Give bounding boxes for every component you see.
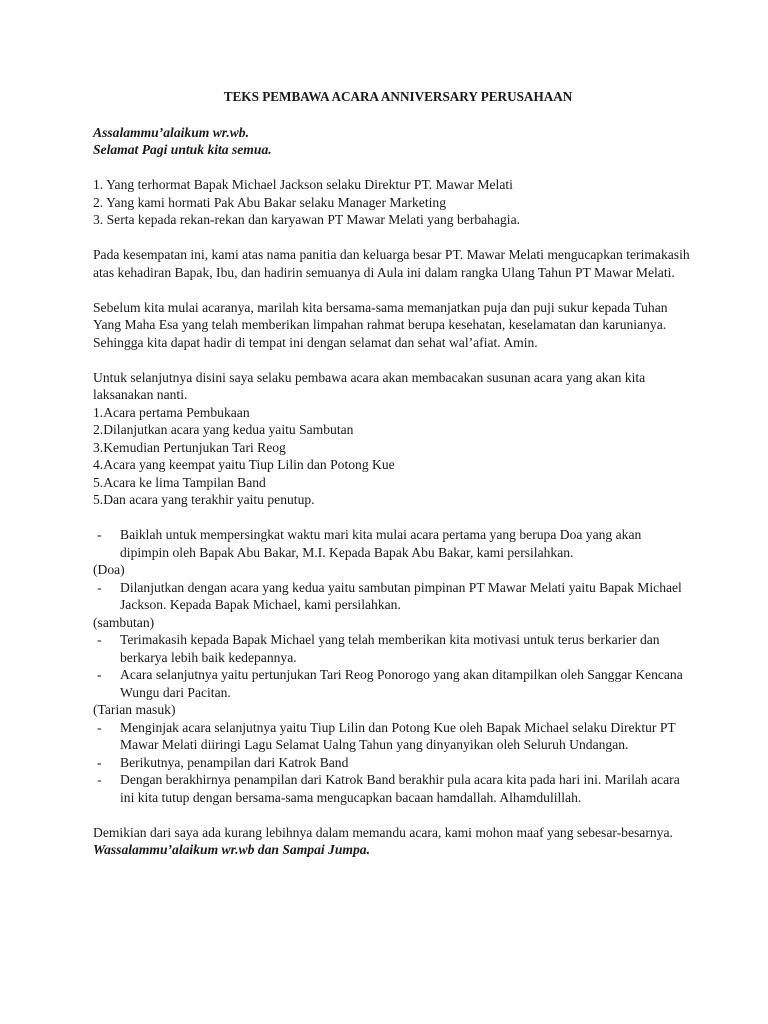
bullet-text: Menginjak acara selanjutnya yaitu Tiup Lilin dan Potong Kue oleh Bapak Michael selaku Direktur PT Mawar Melati diiringi Lagu Selamat Ualng Tahun yang dinyanyikan oleh Seluruh Undangan. (120, 719, 676, 752)
agenda-item-3: 3.Kemudian Pertunjukan Tari Reog (93, 439, 286, 455)
agenda-item-5: 5.Acara ke lima Tampilan Band (93, 474, 266, 490)
stage-label-tarian: (Tarian masuk) (93, 702, 176, 717)
spacer (93, 159, 693, 177)
agenda-item-4: 4.Acara yang keempat yaitu Tiup Lilin dan Potong Kue (93, 457, 395, 472)
document-title: TEKS PEMBAWA ACARA ANNIVERSARY PERUSAHAAN (223, 89, 573, 104)
stage-label-doa: (Doa) (93, 562, 125, 577)
bullet-text: Berikutnya, penampilan dari Katrok Band (120, 754, 349, 770)
bullet-reog (93, 666, 693, 701)
dash-marker: - (97, 719, 102, 735)
spacer (93, 806, 693, 824)
spacer (93, 229, 693, 247)
dash-marker: - (97, 754, 102, 770)
document-page (93, 88, 693, 859)
honor-line-3: 3. Serta kepada rekan-rekan dan karyawan PT Mawar Melati yang berbahagia. (93, 212, 521, 227)
stage-label-sambutan: (sambutan) (93, 614, 155, 630)
dash-marker: - (97, 632, 102, 647)
spacer (93, 351, 693, 369)
greeting-morning: Selamat Pagi untuk kita semua. (93, 142, 272, 157)
paragraph-prayer: Sebelum kita mulai acaranya, marilah kita bersama-sama memanjatkan puja dan puji sukur kepada Tuhan Yang Maha Esa yang telah memberikan limpahan rahmat berupa kesehatan, keselamatan dan karunianya. Sehingga kita dapat hadir di tempat ini dengan selamat dan sehat wal’afiat. Amin. (93, 299, 668, 350)
dash-marker: - (97, 667, 102, 682)
bullet-closing-prayer (93, 771, 693, 806)
bullet-thanks (93, 631, 693, 666)
farewell-line: Wassalammu’alaikum wr.wb dan Sampai Jumpa. (93, 842, 370, 857)
bullet-sambutan (93, 579, 693, 614)
bullet-doa (93, 526, 693, 561)
agenda-item-6: 5.Dan acara yang terakhir yaitu penutup. (93, 492, 315, 507)
dash-marker: - (97, 527, 102, 542)
dash-marker: - (97, 772, 102, 787)
paragraph-welcome: Pada kesempatan ini, kami atas nama panitia dan keluarga besar PT. Mawar Melati mengucapkan terimakasih atas kehadiran Bapak, Ibu, dan hadirin semuanya di Aula ini dalam rangka Ulang Tahun PT Mawar Melati. (93, 247, 690, 280)
honor-line-1: 1. Yang terhormat Bapak Michael Jackson selaku Direktur PT. Mawar Melati (93, 177, 513, 192)
bullet-tiup-lilin (93, 719, 693, 754)
agenda-item-1: 1.Acara pertama Pembukaan (93, 404, 250, 420)
spacer (93, 281, 693, 299)
paragraph-agenda-intro: Untuk selanjutnya disini saya selaku pembawa acara akan membacakan susunan acara yang akan kita laksanakan nanti. (93, 369, 646, 402)
bullet-text: Dilanjutkan dengan acara yang kedua yaitu sambutan pimpinan PT Mawar Melati yaitu Bapak Michael Jackson. Kepada Bapak Michael, kami persilahkan. (120, 579, 682, 612)
agenda-item-2: 2.Dilanjutkan acara yang kedua yaitu Sambutan (93, 422, 354, 437)
paragraph-closing: Demikian dari saya ada kurang lebihnya dalam memandu acara, kami mohon maaf yang sebesar-besarnya. (93, 824, 673, 840)
bullet-text: Terimakasih kepada Bapak Michael yang telah memberikan kita motivasi untuk terus berkarier dan berkarya lebih baik kedepannya. (120, 632, 660, 665)
honor-line-2: 2. Yang kami hormati Pak Abu Bakar selaku Manager Marketing (93, 194, 446, 210)
spacer (93, 509, 693, 527)
bullet-text: Dengan berakhirnya penampilan dari Katrok Band berakhir pula acara kita pada hari ini. Marilah acara ini kita tutup dengan bersama-sama mengucapkan bacaan hamdallah. Alhamdulillah. (120, 772, 680, 805)
bullet-text: Acara selanjutnya yaitu pertunjukan Tari Reog Ponorogo yang akan ditampilkan oleh Sanggar Kencana Wungu dari Pacitan. (120, 667, 683, 700)
greeting-salam: Assalammu’alaikum wr.wb. (93, 124, 249, 140)
bullet-text: Baiklah untuk mempersingkat waktu mari kita mulai acara pertama yang berupa Doa yang akan dipimpin oleh Bapak Abu Bakar, M.I. Kepada Bapak Abu Bakar, kami persilahkan. (120, 527, 642, 560)
dash-marker: - (97, 579, 102, 595)
bullet-band (93, 754, 693, 772)
